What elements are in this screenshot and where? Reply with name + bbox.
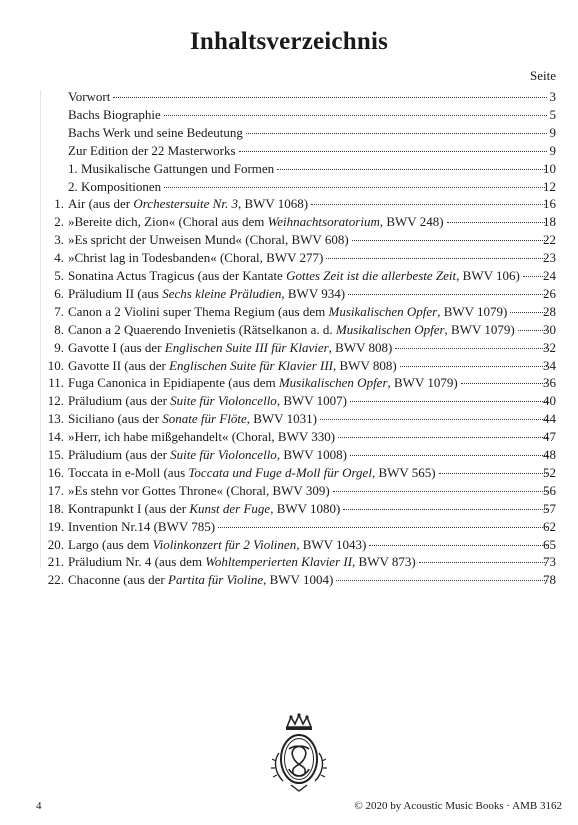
toc-entry-line [68,553,550,571]
toc-entry-text: Canon a 2 Violini super Thema Regium (aus dem [68,303,329,319]
toc-entry-page: 16 [543,196,556,212]
toc-entry-work-title: Weihnachtsoratorium [267,214,380,230]
toc-entry-text: , BWV 1079) [437,303,508,319]
toc-entry-title [68,303,507,321]
toc-entry-line [68,571,550,589]
toc-entry-title [68,321,515,339]
toc-entry-title [68,536,366,554]
toc-entry [0,536,578,554]
toc-entry-title [68,446,347,464]
toc-entry-line [68,213,550,231]
toc-entry-title [68,142,236,160]
toc-entry-page: 78 [543,572,556,588]
toc-entry-title [68,285,345,303]
toc-entry-line [68,106,550,124]
toc-entry-title [68,106,161,124]
toc-entry-number: 2. [54,214,64,230]
dot-leader [277,169,547,170]
bach-monogram-seal [269,713,329,793]
toc-entry-text: Chaconne (aus der [68,572,168,588]
toc-entry-title [68,88,110,106]
toc-entry-number: 19. [47,518,64,534]
toc-entry-text: , BWV 808) [333,357,397,373]
toc-entry-page: 57 [543,500,556,516]
toc-entry-text: »Christ lag in Todesbanden« (Choral, BWV 277) [68,250,324,266]
toc-entry-title [68,553,416,571]
toc-entry-text: , BWV 1080) [270,500,341,516]
dot-leader [246,133,547,134]
toc-entry-page: 18 [543,214,556,230]
toc-entry-page: 65 [543,536,556,552]
dot-leader [333,491,547,492]
toc-entry-number: 14. [47,429,64,445]
toc-entry-text: Präludium II (aus [68,285,163,301]
toc-entry [0,88,578,106]
page-number: 4 [36,800,42,812]
toc-entry [0,518,578,536]
toc-entry-work-title: Kunst der Fuge [189,500,271,516]
toc-entry [0,195,578,213]
toc-entry [0,428,578,446]
toc-entry-line [68,410,550,428]
toc-entry-number: 6. [54,285,64,301]
toc-entry-number: 12. [47,393,64,409]
toc-entry-title [68,195,308,213]
toc-entry-text: 1. Musikalische Gattungen und Formen [68,160,275,176]
toc-entry [0,213,578,231]
toc-entry-line [68,392,550,410]
toc-entry-work-title: Partita für Violine [168,572,264,588]
toc-entry-line [68,464,550,482]
toc-entry-work-title: Suite für Violoncello [170,447,277,462]
toc-entry-page: 62 [543,518,556,534]
page-title: Inhaltsverzeichnis [189,28,389,55]
toc-entry-number: 16. [47,464,64,480]
toc-entry-text: , BWV 1007) [276,393,347,409]
toc-entry-text: , BWV 1079) [444,321,515,337]
toc-entry-number: 1. [54,196,64,212]
toc-entry-text: Siciliano (aus der [68,411,163,427]
toc-entry [0,124,578,142]
dot-leader [320,419,547,420]
toc-entry [0,374,578,392]
toc-entry [0,446,578,464]
dot-leader [350,401,547,402]
toc-entry-page: 9 [549,142,556,158]
toc-entry-line [68,482,550,500]
toc-entry-title [68,392,347,410]
toc-entry-number: 11. [48,375,64,391]
toc-entry-number: 4. [54,250,64,266]
toc-entry-page: 24 [543,268,556,283]
toc-entry-page: 10 [543,160,556,176]
toc-entry-page: 48 [543,447,556,462]
toc-entry-number: 9. [54,339,64,355]
toc-entry-page: 12 [543,178,556,194]
dot-leader [336,580,547,581]
toc-entry-title [68,482,330,500]
toc-entry-page: 36 [543,375,556,391]
toc-entry-text: Vorwort [68,89,111,104]
copyright-notice: © 2020 by Acoustic Music Books · AMB 3162 [354,800,562,812]
toc-entry [0,339,578,357]
dot-leader [419,562,547,563]
toc-entry-page: 23 [543,250,556,266]
toc-entry-text: , BWV 106) [456,268,520,283]
toc-entry [0,357,578,375]
dot-leader [338,437,547,438]
toc-entry-title [68,464,436,482]
toc-entry [0,482,578,500]
dot-leader [311,204,547,205]
toc-entry-title [68,213,444,231]
toc-entry-page: 44 [543,411,556,427]
toc-entry-number: 5. [54,268,64,283]
toc-entry-title [68,428,335,446]
toc-entry-work-title: Sonate für Flöte [162,411,247,427]
dot-leader [343,509,547,510]
toc-entry [0,303,578,321]
toc-entry-number: 17. [47,482,64,498]
toc-entry-number: 7. [54,303,64,319]
toc-entry-title [68,410,317,428]
toc-entry-work-title: Gottes Zeit ist die allerbeste Zeit [286,268,457,283]
dot-leader [348,294,547,295]
toc-entry-text: »Es spricht der Unweisen Mund« (Choral, BWV 608) [68,232,349,248]
toc-entry-title [68,500,340,518]
toc-entry-work-title: Musikalischen Opfer [328,303,438,319]
toc-entry-title [68,249,323,267]
toc-entry-work-title: Violinkonzert für 2 Violinen [152,536,297,552]
dot-leader [352,240,547,241]
dot-leader [164,187,547,188]
toc-entry [0,267,578,285]
toc-entry-line [68,124,550,142]
toc-entry-line [68,428,550,446]
toc-entry-page: 3 [549,89,556,104]
toc-entry-page: 52 [543,464,556,480]
toc-entry-text: Canon a 2 Quaerendo Invenietis (Rätselkanon a. d. [68,321,336,337]
toc-entry-line [68,339,550,357]
toc-entry-line [68,178,550,196]
toc-entry-work-title: Musikalischen Opfer [278,375,388,391]
toc-entry-text: Präludium (aus der [68,447,171,462]
toc-entry-page: 30 [543,321,556,337]
toc-entry-page: 9 [549,124,556,140]
toc-entry-work-title: Orchestersuite Nr. 3 [133,196,238,212]
toc-entry-page: 26 [543,285,556,301]
toc-entry [0,571,578,589]
toc-entry-text: 2. Kompositionen [68,178,162,194]
toc-entry-work-title: Sechs kleine Präludien [162,285,282,301]
toc-entry-line [68,518,550,536]
toc-entry-number: 21. [47,554,64,570]
toc-entry [0,410,578,428]
toc-entry-title [68,518,215,536]
toc-entry-line [68,303,550,321]
toc-entry-line [68,500,550,518]
toc-entry-text: , BWV 248) [379,214,444,230]
toc-entry-page: 22 [543,232,556,248]
toc-entry-text: , BWV 565) [371,464,436,480]
toc-entry-text: , BWV 1079) [387,375,458,391]
toc-entry-text: »Es stehn vor Gottes Throne« (Choral, BWV 309) [68,482,330,498]
toc-entry [0,500,578,518]
toc-entry-line [68,536,550,554]
toc-entry-text: Bachs Biographie [68,106,161,122]
toc-entry-number: 22. [47,572,64,588]
toc-entry-title [68,178,161,196]
toc-entry-line [68,231,550,249]
toc-entry [0,285,578,303]
toc-entry-text: Largo (aus dem [68,536,153,552]
toc-entry-page: 47 [543,429,556,445]
toc-entry-line [68,142,550,160]
toc-entry-work-title: Wohltemperierten Klavier II [205,554,353,570]
toc-entry [0,178,578,196]
dot-leader [395,348,547,349]
toc-entry-work-title: Englischen Suite III für Klavier [164,339,329,355]
toc-entry-title [68,571,333,589]
dot-leader [400,366,547,367]
toc-entry-title [68,124,243,142]
toc-entry-line [68,285,550,303]
toc-entry-work-title: Toccata und Fuge d-Moll für Orgel [188,464,372,480]
toc-entry-page: 73 [543,554,556,570]
page-column-label: Seite [530,68,556,83]
toc-entry-line [68,446,550,464]
toc-entry [0,231,578,249]
toc-entry-line [68,88,550,106]
toc-entry-text: , BWV 1008) [276,447,347,462]
toc-entry-title [68,339,392,357]
toc-entry-text: Gavotte I (aus der [68,339,165,355]
toc-entry-text: , BWV 873) [352,554,416,570]
toc-entry-text: Zur Edition der 22 Masterworks [68,142,236,158]
toc-entry-text: Bachs Werk und seine Bedeutung [68,124,243,140]
toc-entry-title [68,231,349,249]
toc-entry-text: , BWV 1031) [246,411,317,427]
toc-entry-page: 32 [543,339,556,355]
toc-entry-text: Sonatina Actus Tragicus (aus der Kantate [68,268,287,283]
toc-entry-page: 56 [543,482,556,498]
toc-entry [0,106,578,124]
toc-entry-line [68,321,550,339]
dot-leader [239,151,547,152]
toc-entry-text: Kontrapunkt I (aus der [68,500,190,516]
toc-entry-text: Gavotte II (aus der [68,357,170,373]
toc-entry-text: , BWV 1043) [296,536,367,552]
toc-entry-title [68,374,458,392]
toc-entry-title [68,160,274,178]
toc-entry-number: 13. [47,411,64,427]
toc-entry-text: , BWV 1068) [237,196,309,212]
toc-entry [0,464,578,482]
toc-entry [0,321,578,339]
toc-entry-work-title: Englischen Suite für Klavier III [169,357,333,373]
toc-entry-page: 40 [543,393,556,409]
toc-entry-line [68,374,550,392]
toc-entry-page: 5 [549,106,556,122]
toc-entry-page: 34 [543,357,556,373]
toc-entry-line [68,195,550,213]
toc-entry-number: 15. [47,447,64,462]
toc-entry [0,249,578,267]
dot-leader [218,527,547,528]
dot-leader [113,97,547,98]
toc-entry-number: 3. [54,232,64,248]
dot-leader [326,258,547,259]
toc-entry-text: Präludium (aus der [68,393,171,409]
toc-entry-text: Präludium Nr. 4 (aus dem [68,554,206,570]
dot-leader [369,545,547,546]
toc-entry-text: , BWV 934) [281,285,346,301]
toc-entry-number: 20. [47,536,64,552]
toc-entry-text: Fuga Canonica in Epidiapente (aus dem [68,375,279,391]
dot-leader [164,115,547,116]
toc-entry-text: »Bereite dich, Zion« (Choral aus dem [68,214,268,230]
toc-entry-line [68,160,550,178]
toc-entry-line [68,357,550,375]
toc-entry-work-title: Musikalischen Opfer [335,321,445,337]
toc-entry-text: , BWV 808) [328,339,393,355]
dot-leader [350,455,547,456]
toc-entry-title [68,357,397,375]
toc-entry-text: , BWV 1004) [263,572,334,588]
toc-entry-line [68,267,550,285]
toc-entry-title [68,267,520,285]
toc-entry [0,160,578,178]
toc-entry-text: »Herr, ich habe mißgehandelt« (Choral, BWV 330) [68,429,336,445]
toc-entry-text: Toccata in e-Moll (aus [68,464,189,480]
toc-entry [0,142,578,160]
toc-entry-number: 8. [54,321,64,337]
toc-entry-text: Air (aus der [68,196,134,212]
toc-entry-page: 28 [543,303,556,319]
toc-entry-work-title: Suite für Violoncello [170,393,277,409]
toc-entry [0,392,578,410]
toc-entry-line [68,249,550,267]
toc-entry-text: Invention Nr.14 (BWV 785) [68,518,216,534]
toc-entry-number: 10. [47,357,64,373]
toc-entry [0,553,578,571]
toc-entry-number: 18. [47,500,64,516]
